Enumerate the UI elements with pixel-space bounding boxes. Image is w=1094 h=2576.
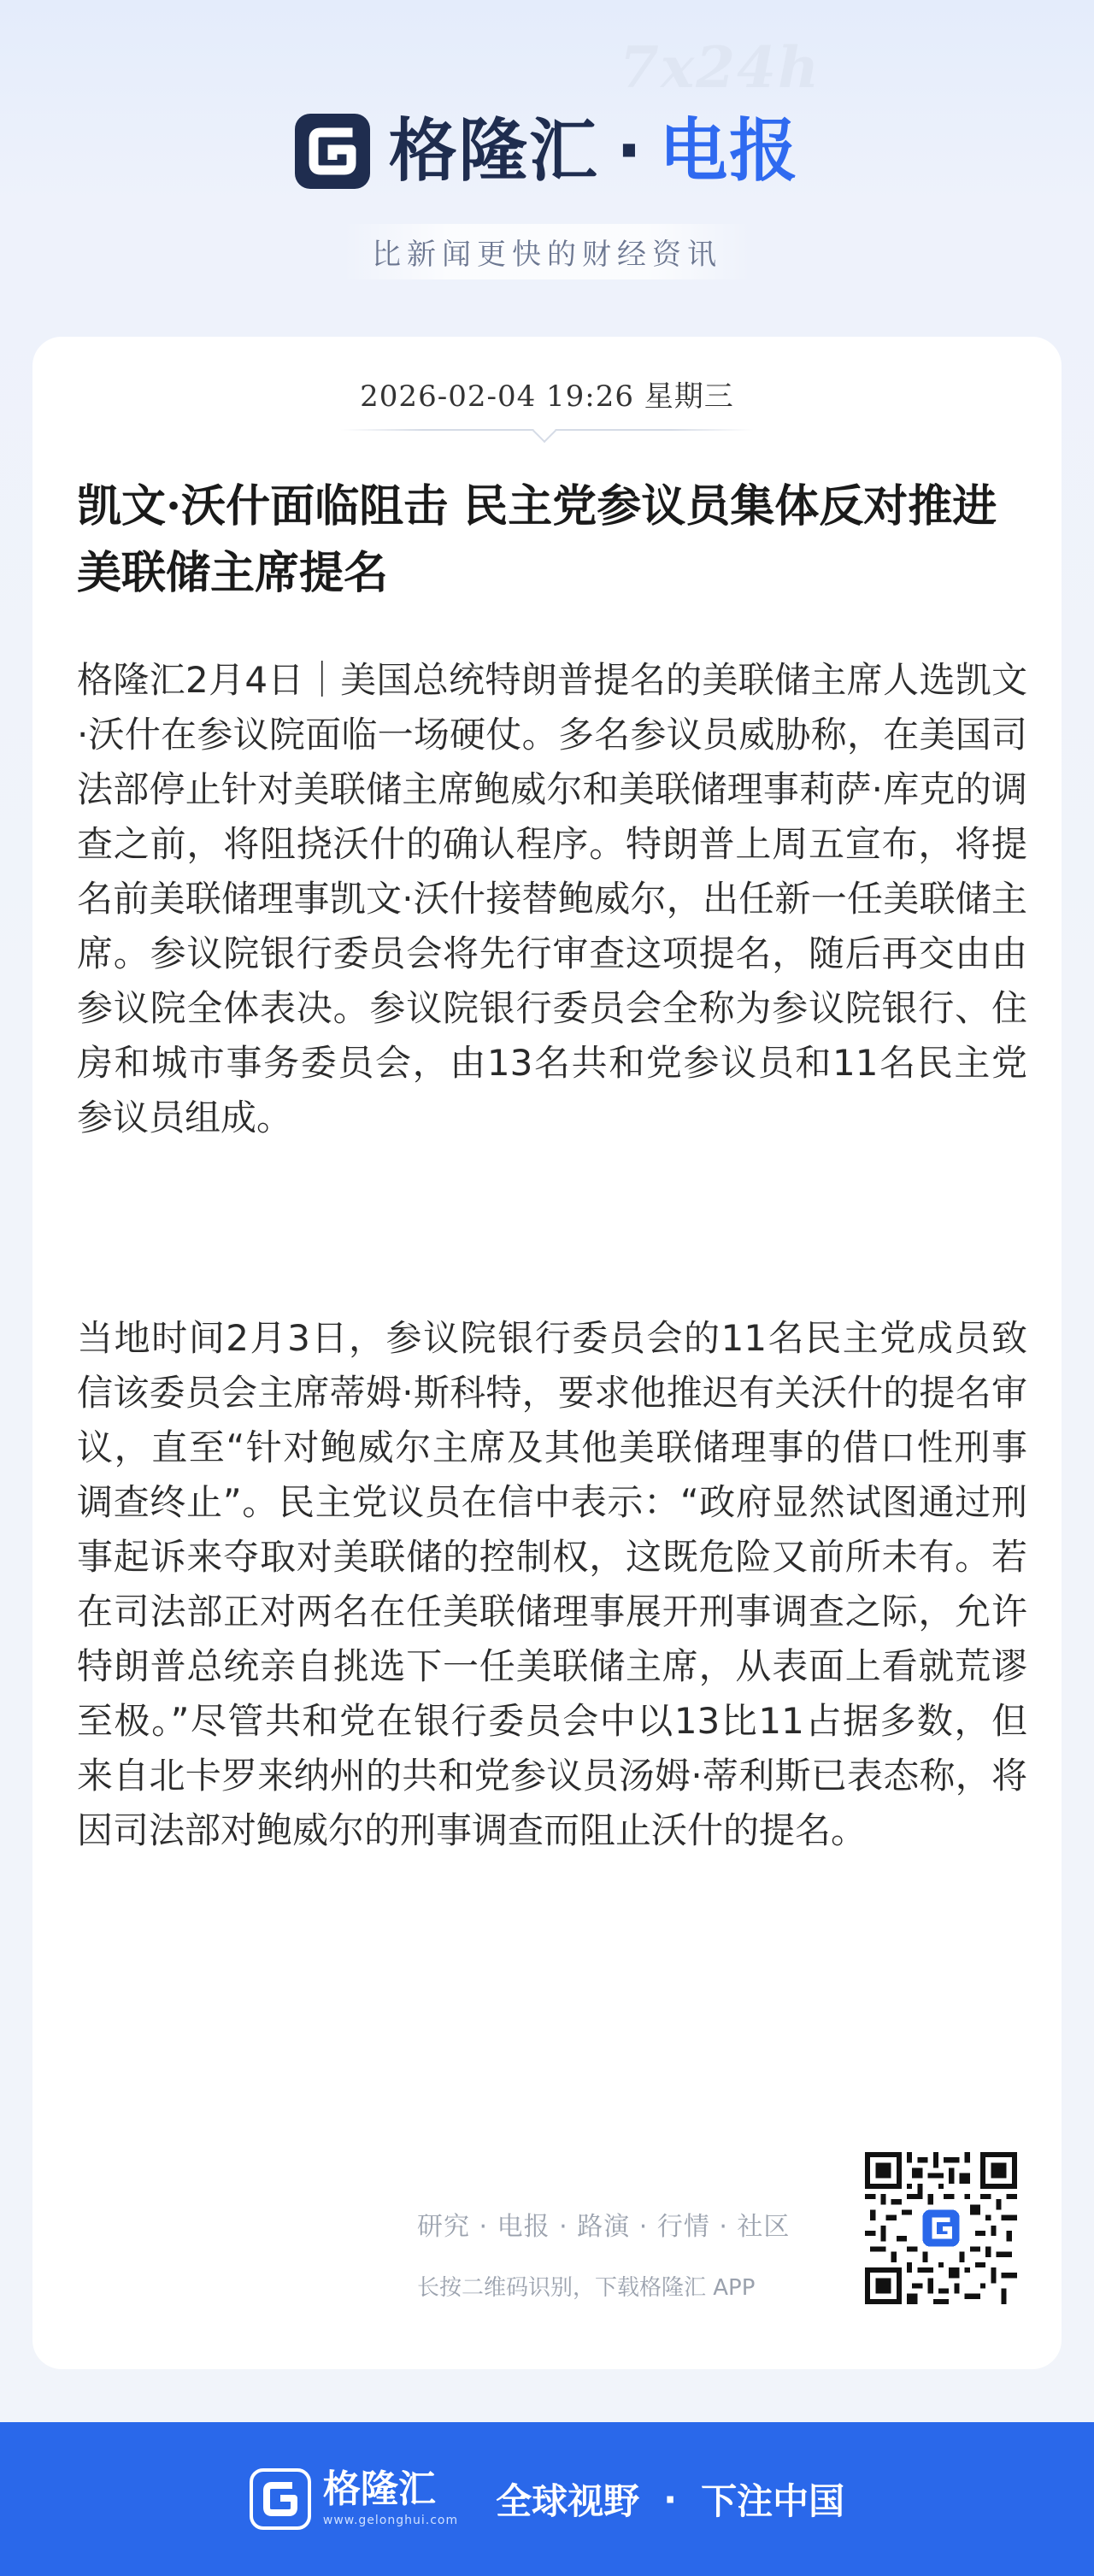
product-name: 电报 bbox=[659, 111, 800, 191]
header bbox=[0, 0, 1094, 333]
date-wrap bbox=[32, 373, 1062, 415]
tagline-separator: · bbox=[663, 2478, 678, 2520]
bottom-brand-domain: www.gelonghui.com bbox=[322, 2514, 459, 2527]
article-datetime: 2026-02-04 19:26 星期三 bbox=[360, 379, 734, 414]
article-title: 凯文·沃什面临阻击 民主党参议员集体反对推进美联储主席提名 bbox=[77, 480, 997, 599]
tagline-global: 全球视野 bbox=[496, 2480, 640, 2522]
date-divider-notch bbox=[532, 419, 556, 443]
qr-code-icon[interactable] bbox=[865, 2152, 1017, 2304]
footer-links: 研究 · 电报 · 路演 · 行情 · 社区 bbox=[417, 2212, 791, 2242]
qr-hint: 长按二维码识别，下载格隆汇 APP bbox=[417, 2275, 756, 2301]
slogan: 比新闻更快的财经资讯 bbox=[343, 224, 751, 279]
tagline-china: 下注中国 bbox=[701, 2480, 845, 2522]
gelonghui-logo-icon bbox=[250, 2468, 311, 2530]
article-paragraph-1: 格隆汇2月4日｜美国总统特朗普提名的美联储主席人选凯文·沃什在参议院面临一场硬仗。多名参议员威胁称，在美国司法部停止针对美联储主席鲍威尔和美联储理事莉萨·库克的调查之前，将阻挠沃什的确认程序。特朗普上周五宣布，将提名前美联储理事凯文·沃什接替鲍威尔，出任新一任美联储主席。参议院银行委员会将先行审查这项提名，随后再交由由参议院全体表决。参议院银行委员会全称为参议院银行、住房和城市事务委员会，由13名共和党参议员和11名民主党参议员组成。 bbox=[77, 659, 1027, 1138]
article-card bbox=[32, 337, 1062, 2369]
bottom-brand-wrap bbox=[322, 2467, 459, 2527]
brand-separator: · bbox=[615, 111, 643, 191]
watermark-7x24h: 7x24h bbox=[619, 34, 820, 101]
bottom-bar bbox=[0, 2422, 1094, 2576]
article-paragraph-2: 当地时间2月3日，参议院银行委员会的11名民主党成员致信该委员会主席蒂姆·斯科特，要求他推迟有关沃什的提名审议，直至“针对鲍威尔主席及其他美联储理事的借口性刑事调查终止”。民主党议员在信中表示：“政府显然试图通过刑事起诉来夺取对美联储的控制权，这既危险又前所未有。若在司法部正对两名在任美联储理事展开刑事调查之际，允许特朗普总统亲自挑选下一任美联储主席，从表面上看就荒谬至极。”尽管共和党在银行委员会中以13比11占据多数，但来自北卡罗来纳州的共和党参议员汤姆·蒂利斯已表态称，将因司法部对鲍威尔的刑事调查而阻止沃什的提名。 bbox=[77, 1317, 1027, 1851]
slogan-wrap bbox=[0, 224, 1094, 279]
gelonghui-logo-icon bbox=[295, 114, 370, 189]
brand-name: 格隆汇 bbox=[388, 111, 599, 191]
bottom-brand-name: 格隆汇 bbox=[322, 2467, 436, 2511]
brand-logo-row bbox=[0, 104, 1094, 198]
